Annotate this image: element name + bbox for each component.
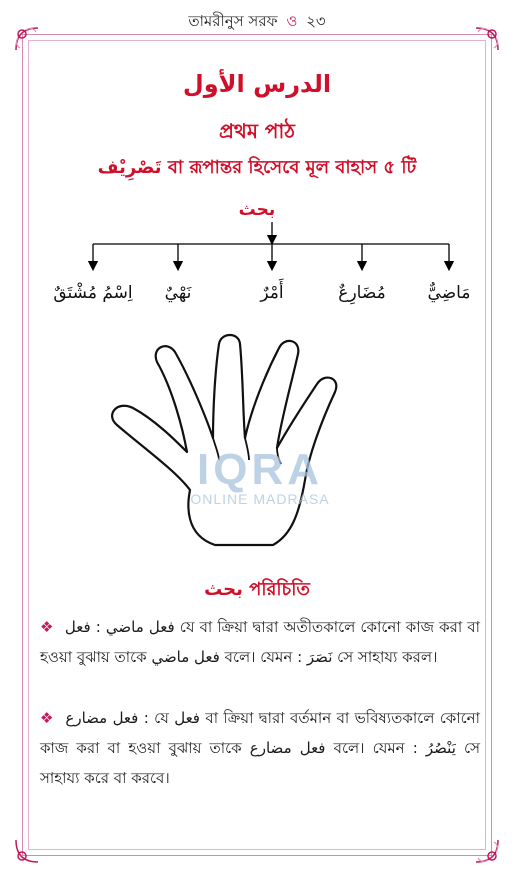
intro-title-arabic: بحث (204, 579, 243, 600)
paragraph-madi (40, 612, 480, 672)
branch-amr: أَمْرٌ (260, 283, 284, 303)
corner-ornament-icon (12, 836, 42, 866)
intro-section-title (0, 575, 514, 606)
lead-term-arabic: فعل مضارع (65, 709, 139, 727)
page-header (0, 10, 514, 35)
example-translation: সে সাহায্য করে বা করবে। (40, 739, 480, 787)
paragraph-mudari (40, 703, 480, 793)
definition-part: বলে। যেমন : (333, 739, 418, 757)
definition-part: বা ক্রিয়া দ্বারা বর্তমান বা ভবিষ্যতকালে কোনো কাজ করা বা হওয়া বুঝায় তাকে (40, 709, 480, 757)
lesson-title-arabic: الدرس الأول (182, 70, 332, 98)
corner-ornament-icon (472, 24, 502, 54)
bullet-icon: ❖ (40, 709, 55, 727)
branch-nahy: نَهْيٌ (164, 283, 192, 303)
corner-ornament-icon (12, 24, 42, 54)
definition-part: বলে। যেমন : (224, 648, 303, 666)
definition-part: : যে فعل (143, 709, 200, 727)
term-arabic: فعل مضارع (249, 739, 326, 757)
example-translation: সে সাহায্য করল। (337, 648, 438, 666)
branch-ism-mushtaq: اِسْمُ مُشْتَقٌ (53, 283, 133, 303)
example-arabic: يَنْصُرُ (425, 739, 456, 757)
book-title: তামরীনুস সরফ (188, 12, 278, 30)
lesson-subtitle (0, 153, 514, 184)
header-ornament: ও (286, 12, 298, 30)
lead-term-arabic: فعل ماضي (105, 618, 175, 636)
example-arabic: نَصَرَ (306, 648, 333, 666)
intro-title-bengali: পরিচিতি (249, 579, 310, 600)
tree-connector-lines (0, 218, 514, 273)
corner-ornament-icon (472, 836, 502, 866)
subtitle-arabic: تَصْرِيْف (97, 157, 162, 178)
watermark-sub: ONLINE MADRASA (190, 491, 330, 507)
page-number: ২৩ (306, 12, 326, 30)
subtitle-bengali: বা রূপান্তর হিসেবে মূল বাহাস ৫ টি (167, 157, 417, 178)
watermark-main: IQRA (197, 445, 323, 494)
tree-root-label: بحث (238, 200, 276, 220)
branch-madi: مَاضِيٌّ (427, 283, 471, 303)
watermark (170, 445, 350, 507)
definition-part: বা ক্রিয়া দ্বারা অতীতকালে কোনো কাজ করা বা হওয়া বুঝায় তাকে (40, 618, 480, 666)
definition-part: : فعل যে (64, 618, 195, 636)
term-arabic: فعل ماضي (151, 648, 220, 666)
lesson-title-bengali: প্রথম পাঠ (218, 119, 295, 143)
bullet-icon: ❖ (40, 618, 54, 636)
branch-mudari: مُضَارِعٌ (338, 283, 386, 303)
